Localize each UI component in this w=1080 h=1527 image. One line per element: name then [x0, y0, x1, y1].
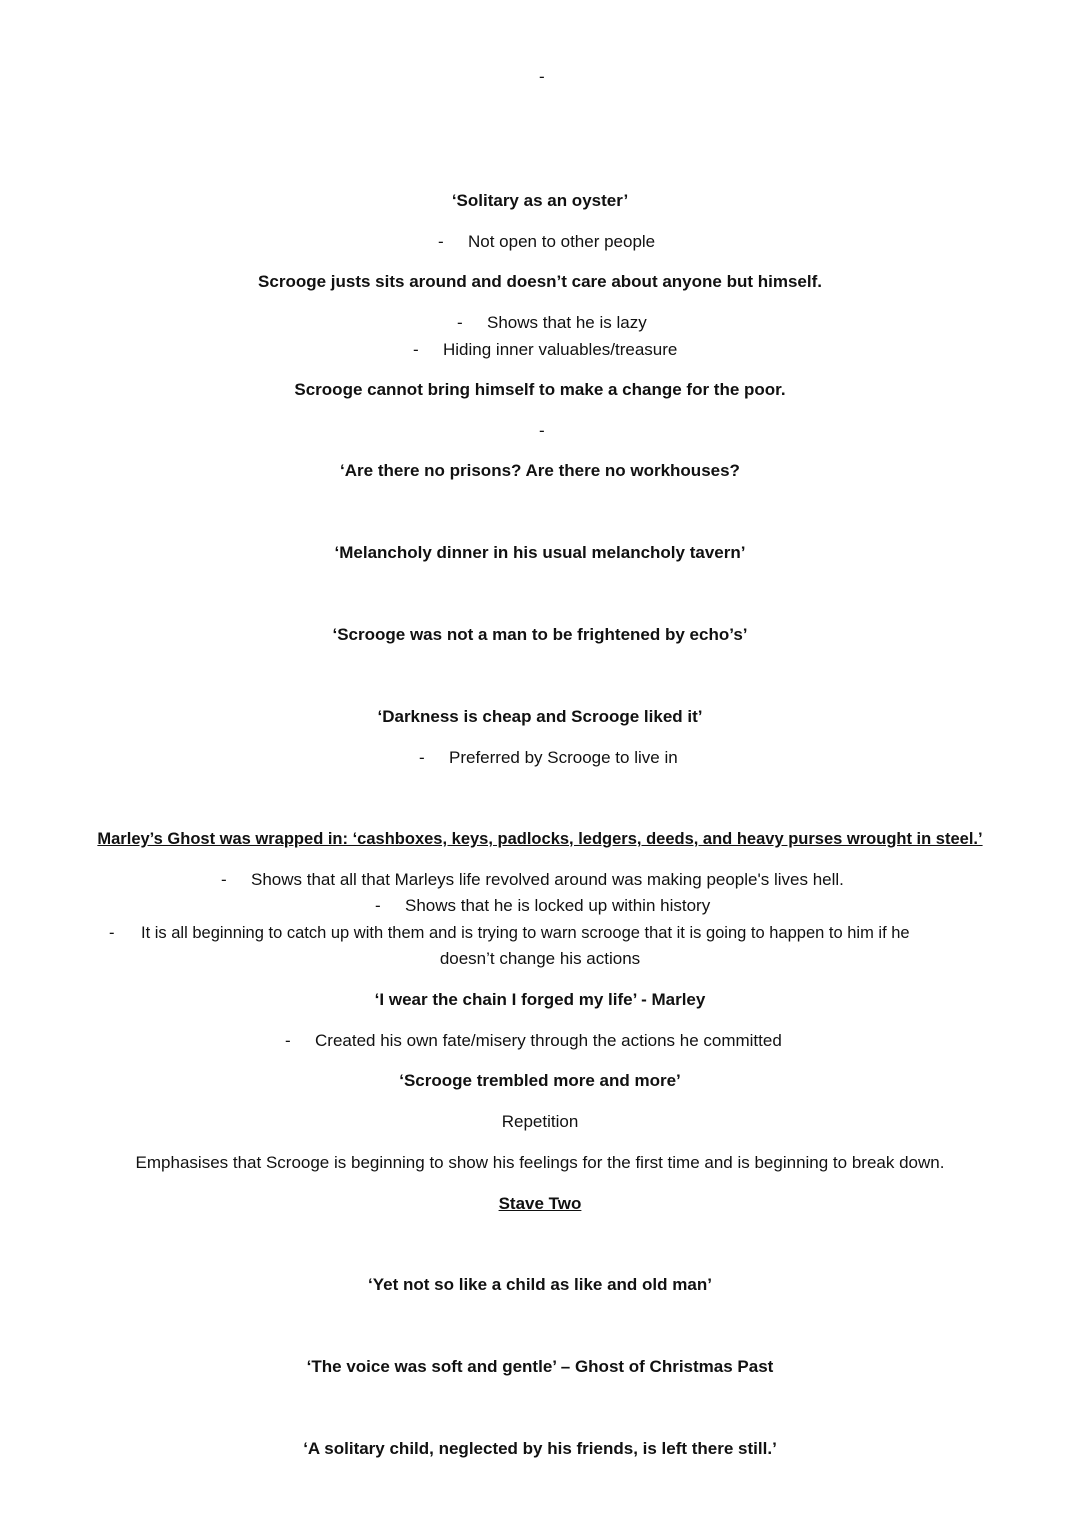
bullet-dash: - [438, 232, 444, 251]
quote-solitary-oyster: ‘Solitary as an oyster’ [451, 191, 629, 210]
bullet-preferred [419, 747, 678, 769]
separator-dash: - [539, 421, 545, 440]
bullet-catch-up-continued: doesn’t change his actions [439, 949, 641, 968]
bullet-dash: - [375, 896, 381, 915]
quote-prisons: ‘Are there no prisons? Are there no workhouses? [340, 461, 740, 480]
bullet-locked [375, 895, 710, 917]
bullet-text: Preferred by Scrooge to live in [449, 748, 678, 767]
bullet-not-open [438, 231, 655, 253]
bullet-lazy [457, 312, 647, 334]
bullet-dash: - [221, 870, 227, 889]
quote-solitary-child: ‘A solitary child, neglected by his friends, is left there still.’ [303, 1439, 777, 1458]
bullet-text: It is all beginning to catch up with them and is trying to warn scrooge that it is going to happen to him if he [141, 924, 910, 942]
bullet-dash: - [457, 313, 463, 332]
bullet-dash: - [109, 924, 115, 942]
bullet-hiding [413, 339, 677, 361]
bullet-text: Not open to other people [468, 232, 656, 251]
statement-poor: Scrooge cannot bring himself to make a change for the poor. [294, 380, 786, 399]
bullet-text: Shows that all that Marleys life revolved around was making people's lives hell. [251, 870, 844, 889]
note-repetition: Repetition [501, 1112, 579, 1131]
quote-melancholy: ‘Melancholy dinner in his usual melancholy tavern’ [334, 543, 746, 562]
quote-chain: ‘I wear the chain I forged my life’ - Marley [374, 990, 706, 1009]
quote-voice: ‘The voice was soft and gentle’ – Ghost of Christmas Past [306, 1357, 774, 1376]
quote-trembled: ‘Scrooge trembled more and more’ [399, 1071, 681, 1090]
bullet-catch-up [109, 922, 910, 944]
note-emphasises: Emphasises that Scrooge is beginning to show his feelings for the first time and is beginning to break down. [135, 1153, 945, 1172]
statement-sits-around: Scrooge justs sits around and doesn’t care about anyone but himself. [258, 272, 822, 291]
bullet-dash: - [285, 1031, 291, 1050]
stave-two-heading: Stave Two [498, 1194, 582, 1213]
bullet-text: Shows that he is locked up within history [405, 896, 711, 915]
quote-child: ‘Yet not so like a child as like and old man’ [368, 1275, 712, 1294]
bullet-text: Shows that he is lazy [487, 313, 647, 332]
quote-echo: ‘Scrooge was not a man to be frightened by echo’s’ [332, 625, 748, 644]
bullet-text: Created his own fate/misery through the actions he committed [315, 1031, 782, 1050]
marley-ghost-heading: Marley’s Ghost was wrapped in: ‘cashboxes, keys, padlocks, ledgers, deeds, and heavy purses wrought in steel.’ [97, 830, 983, 848]
separator-dash: - [539, 67, 545, 86]
quote-darkness: ‘Darkness is cheap and Scrooge liked it’ [377, 707, 703, 726]
bullet-fate [285, 1030, 782, 1052]
bullet-dash: - [419, 748, 425, 767]
bullet-dash: - [413, 340, 419, 359]
bullet-text: Hiding inner valuables/treasure [443, 340, 678, 359]
bullet-marley-life [221, 869, 844, 891]
